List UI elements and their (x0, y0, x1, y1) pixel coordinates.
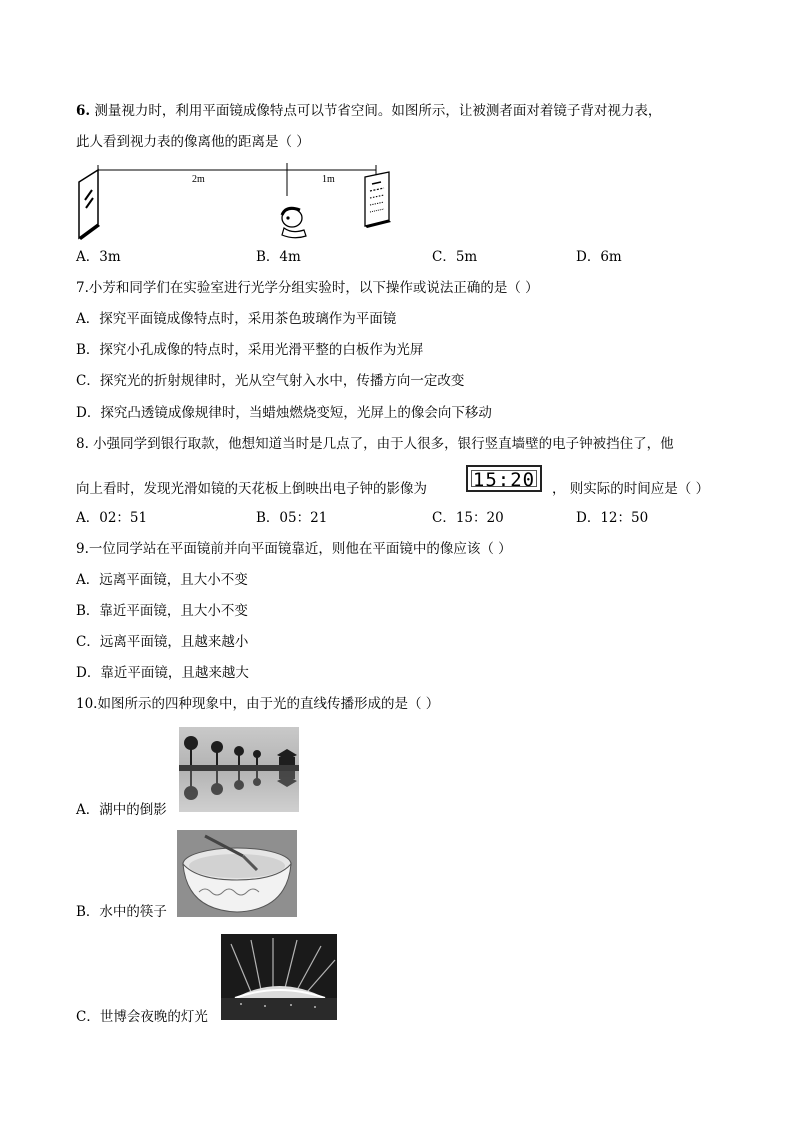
q6-line1 (76, 101, 661, 121)
q6-options (76, 247, 726, 267)
q6-option-b[interactable]: B．4m (256, 249, 301, 265)
lake-reflection-photo (179, 727, 299, 812)
dist-left-label: 2m (192, 174, 205, 185)
q9-option-c[interactable]: C．远离平面镜，且越来越小 (76, 634, 249, 650)
q8-line2-before: 向上看时，发现光滑如镜的天花板上倒映出电子钟的影像为 (76, 481, 427, 497)
q9-option-d[interactable]: D．靠近平面镜，且越来越大 (76, 665, 249, 681)
eye-chart-icon (365, 172, 391, 228)
q8-options (76, 508, 726, 528)
clock-digits: 15:20 (472, 469, 536, 491)
q10-option-b[interactable]: B．水中的筷子 (76, 904, 167, 920)
q7-option-c[interactable]: C．探究光的折射规律时，光从空气射入水中，传播方向一定改变 (76, 373, 465, 389)
q6-line2: 此人看到视力表的像离他的距离是（ ） (76, 134, 310, 150)
q9-option-a[interactable]: A．远离平面镜，且大小不变 (76, 572, 248, 588)
q8-line1: 8. 小强同学到银行取款，他想知道当时是几点了，由于人很多，银行竖直墙壁的电子钟被挡住了，他 (76, 436, 674, 452)
q9-stem: 9.一位同学站在平面镜前并向平面镜靠近，则他在平面镜中的像应该（ ） (76, 541, 512, 557)
q7-option-a[interactable]: A．探究平面镜成像特点时，采用茶色玻璃作为平面镜 (76, 311, 397, 327)
chopsticks-in-bowl-photo (177, 830, 297, 917)
q8-line2-after: ， 则实际的时间应是（ ） (552, 481, 710, 497)
q7-option-d[interactable]: D．探究凸透镜成像规律时，当蜡烛燃烧变短，光屏上的像会向下移动 (76, 405, 492, 421)
q8-option-c[interactable]: C．15：20 (432, 510, 504, 526)
q8-option-d[interactable]: D．12：50 (576, 510, 649, 526)
q6-option-d[interactable]: D．6m (576, 249, 622, 265)
q7-stem: 7.小芳和同学们在实验室进行光学分组实验时，以下操作或说法正确的是（ ） (76, 280, 539, 296)
person-icon (282, 208, 306, 237)
q9-option-b[interactable]: B．靠近平面镜，且大小不变 (76, 603, 248, 619)
mirrored-clock-image (466, 465, 542, 492)
q6-option-a[interactable]: A．3m (76, 249, 121, 265)
mirror-icon (79, 170, 100, 240)
q8-option-a[interactable]: A．02：51 (76, 510, 148, 526)
q10-stem: 10.如图所示的四种现象中，由于光的直线传播形成的是（ ） (76, 696, 440, 712)
q6-option-c[interactable]: C．5m (432, 249, 478, 265)
q10-option-a[interactable]: A．湖中的倒影 (76, 802, 167, 818)
q6-number: 6. (76, 103, 91, 119)
dist-right-label: 1m (322, 174, 335, 185)
q6-text-1: 测量视力时，利用平面镜成像特点可以节省空间。如图所示，让被测者面对着镜子背对视力表， (94, 103, 662, 119)
q8-option-b[interactable]: B．05：21 (256, 510, 328, 526)
expo-night-lights-photo (221, 934, 337, 1020)
q7-option-b[interactable]: B．探究小孔成像的特点时，采用光滑平整的白板作为光屏 (76, 342, 424, 358)
q10-option-c[interactable]: C．世博会夜晚的灯光 (76, 1009, 208, 1025)
q6-eye-test-figure (76, 160, 406, 242)
